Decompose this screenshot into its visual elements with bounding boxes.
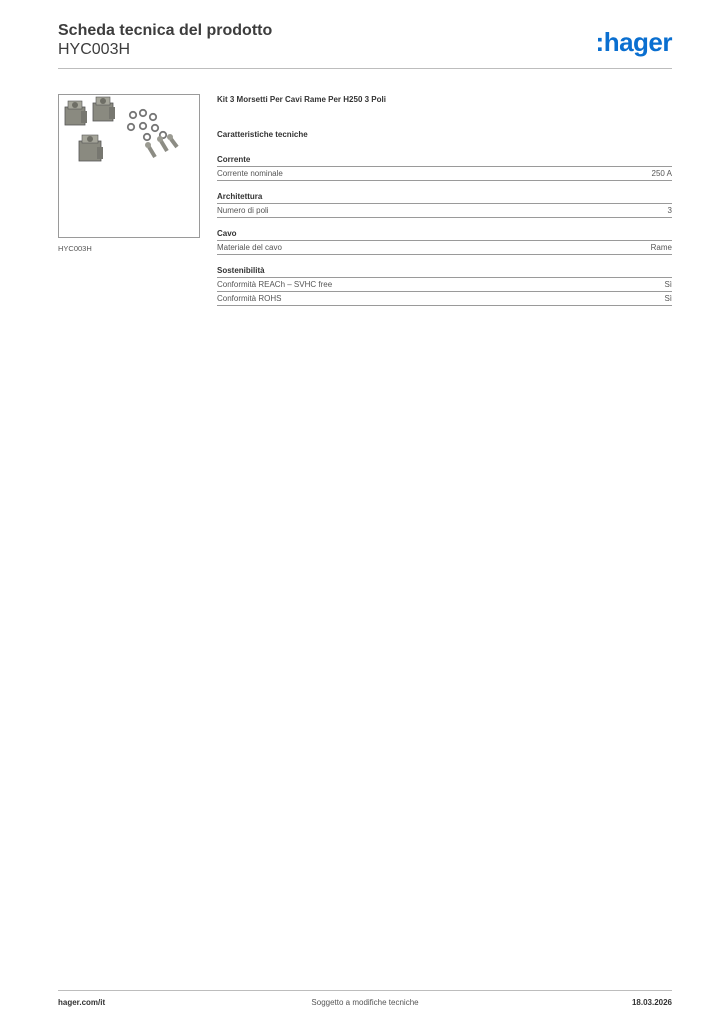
spec-row xyxy=(217,204,672,218)
footer-divider xyxy=(58,990,672,991)
spec-label: Numero di poli xyxy=(217,206,269,215)
product-image xyxy=(58,94,200,238)
spec-value: Sì xyxy=(664,280,672,289)
terminal-icon xyxy=(93,97,115,121)
section-title: Architettura xyxy=(217,192,672,204)
spec-label: Conformità REACh – SVHC free xyxy=(217,280,333,289)
section-title: Corrente xyxy=(217,155,672,167)
product-code: HYC003H xyxy=(58,41,131,58)
section-corrente xyxy=(217,155,672,181)
terminal-kit-illustration xyxy=(59,95,199,237)
section-sostenibilita xyxy=(217,266,672,306)
washer-icon xyxy=(128,110,166,140)
spec-value: Rame xyxy=(650,243,672,252)
spec-value: Sì xyxy=(664,294,672,303)
hager-logo: :hager xyxy=(595,27,672,57)
product-details xyxy=(217,95,672,306)
spec-row xyxy=(217,292,672,306)
spec-row xyxy=(217,241,672,255)
page-header xyxy=(58,22,672,68)
spec-label: Conformità ROHS xyxy=(217,294,282,303)
spec-row xyxy=(217,167,672,181)
section-cavo xyxy=(217,229,672,255)
spec-value: 3 xyxy=(667,206,672,215)
technical-characteristics-heading: Caratteristiche tecniche xyxy=(217,130,308,139)
section-architettura xyxy=(217,192,672,218)
terminal-icon xyxy=(79,135,103,161)
spec-row xyxy=(217,278,672,292)
spec-label: Corrente nominale xyxy=(217,169,283,178)
website-link[interactable]: hager.com/it xyxy=(58,998,106,1007)
spec-label: Materiale del cavo xyxy=(217,243,282,252)
footer-date: 18.03.2026 xyxy=(631,998,672,1007)
image-caption: HYC003H xyxy=(58,244,92,253)
section-title: Sostenibilità xyxy=(217,266,672,278)
section-title: Cavo xyxy=(217,229,672,241)
terminal-icon xyxy=(65,101,87,125)
product-name: Kit 3 Morsetti Per Cavi Rame Per H250 3 Poli xyxy=(217,95,386,104)
footer-notice: Soggetto a modifiche tecniche xyxy=(311,998,419,1007)
document-title: Scheda tecnica del prodotto xyxy=(58,22,273,39)
spec-value: 250 A xyxy=(651,169,672,178)
header-divider xyxy=(58,68,672,69)
